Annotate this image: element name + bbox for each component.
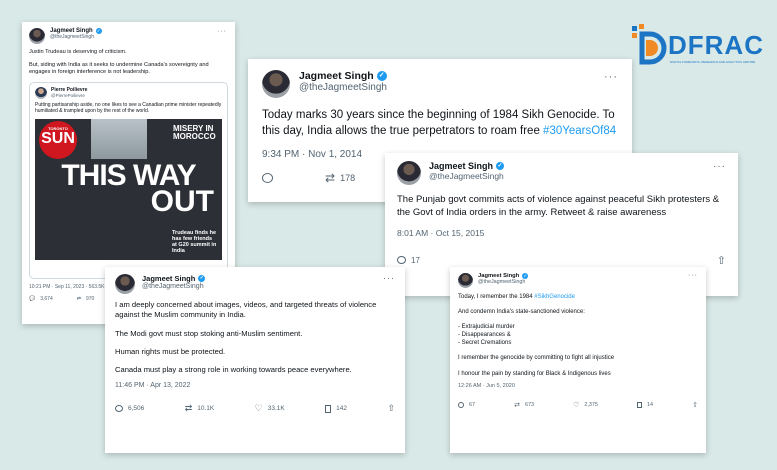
author-handle[interactable]: @theJagmeetSingh: [299, 82, 387, 93]
more-icon[interactable]: ···: [604, 71, 618, 83]
list-item: - Extrajudicial murder: [458, 324, 515, 331]
misery-headline: MISERY IN MOROCCO: [173, 124, 216, 142]
tweet-card-sikh-genocide[interactable]: [450, 267, 706, 453]
share-icon: ⇧: [716, 254, 726, 267]
like-icon: ♡: [254, 403, 263, 414]
more-icon[interactable]: ···: [713, 161, 726, 172]
repost-icon: ⇄: [76, 295, 81, 302]
reply-button[interactable]: 67: [458, 402, 475, 408]
repost-button[interactable]: ⇄ 970: [76, 295, 95, 302]
bookmark-button[interactable]: 14: [637, 402, 653, 408]
author-name[interactable]: Jagmeet Singh: [429, 161, 494, 171]
avatar[interactable]: [29, 28, 45, 44]
repost-icon: ⇄: [325, 171, 336, 186]
like-button[interactable]: ♡ 2,375: [573, 401, 598, 409]
tweet-timestamp[interactable]: 10:21 PM · Sep 11, 2023 · 563.5K: [29, 283, 105, 290]
reply-icon: 💬: [29, 295, 36, 302]
newspaper-masthead: TORONTO SUN: [39, 121, 77, 159]
tweet-text: Human rights must be protected.: [115, 346, 226, 356]
dfrac-wordmark: DFRAC: [668, 30, 764, 60]
tweet-text: But, siding with India as it seeks to undermine Canada's sovereignty and engages in foreign interference is not leadership.: [29, 61, 209, 76]
author-handle[interactable]: @theJagmeetSingh: [50, 34, 94, 40]
verified-badge-icon: ✓: [97, 28, 101, 33]
verified-badge-icon: ✓: [199, 275, 204, 281]
reply-button[interactable]: [262, 173, 273, 183]
quoted-tweet[interactable]: [29, 82, 228, 279]
reply-button[interactable]: 6,506: [115, 405, 144, 412]
verified-badge-icon: ✓: [523, 273, 527, 278]
bookmark-button[interactable]: 142: [325, 405, 347, 413]
dfrac-tagline: DIGITAL FORENSICS, RESEARCH AND ANALYTICS CENTRE: [670, 60, 756, 64]
bookmark-icon: [637, 402, 642, 408]
share-icon: ⇧: [692, 401, 698, 409]
tweet-body: Today marks 30 years since the beginning of 1984 Sikh Genocide. To this day, India allows the true perpetrators to roam free #30YearsOf84: [262, 109, 617, 137]
repost-button[interactable]: ⇄ 673: [514, 401, 534, 409]
tweet-timestamp[interactable]: 11:46 PM · Apr 13, 2022: [115, 382, 191, 390]
tweet-text: I honour the pain by standing for Black & Indigenous lives: [458, 370, 611, 377]
author-name[interactable]: Jagmeet Singh: [299, 70, 374, 82]
newspaper-cover-image[interactable]: [35, 119, 222, 260]
like-icon: ♡: [573, 401, 580, 409]
repost-icon: ⇄: [514, 401, 520, 409]
repost-button[interactable]: ⇄ 178: [325, 171, 356, 186]
tweet-text: The Modi govt must stop stoking anti-Muslim sentiment.: [115, 328, 303, 338]
verified-badge-icon: ✓: [377, 71, 387, 81]
list-item: - Secret Cremations: [458, 340, 512, 347]
avatar[interactable]: [397, 161, 421, 185]
reply-icon: [458, 402, 464, 408]
tweet-text: I remember the genocide by committing to fight all injustice: [458, 355, 615, 362]
quoted-text: Putting partisanship aside, no one likes to see a Canadian prime minister repeatedly humiliated & trampled upon by the rest of the world.: [35, 101, 222, 115]
newspaper-subhead: Trudeau finds he has few friends at G20 summit in India: [172, 230, 217, 255]
bookmark-icon: [325, 405, 331, 413]
tweet-text: I am deeply concerned about images, videos, and targeted threats of violence against the Muslim community in India.: [115, 300, 377, 320]
author-handle[interactable]: @theJagmeetSingh: [142, 283, 204, 290]
share-button[interactable]: [717, 254, 726, 267]
author-handle[interactable]: @theJagmeetSingh: [478, 279, 526, 285]
author-handle[interactable]: @theJagmeetSingh: [429, 171, 504, 181]
avatar[interactable]: [115, 274, 135, 294]
author-name[interactable]: Jagmeet Singh: [50, 28, 93, 34]
more-icon[interactable]: ···: [217, 28, 227, 35]
reply-button[interactable]: 💬 3,674: [29, 295, 53, 302]
tweet-text: Canada must play a strong role in working towards peace everywhere.: [115, 365, 352, 374]
author-name[interactable]: Jagmeet Singh: [142, 274, 196, 283]
reply-icon: [115, 405, 123, 412]
hashtag-link[interactable]: #SikhGenocide: [534, 294, 575, 300]
main-headline: THIS WAY OUT: [61, 159, 214, 219]
author-name[interactable]: Jagmeet Singh: [478, 273, 520, 279]
repost-icon: ⇄: [184, 403, 193, 414]
avatar[interactable]: [458, 273, 473, 288]
hashtag-link[interactable]: #30YearsOf84: [543, 124, 617, 137]
dfrac-logo: [628, 20, 764, 72]
more-icon[interactable]: ···: [688, 272, 698, 279]
tweet-timestamp[interactable]: 8:01 AM · Oct 15, 2015: [397, 227, 485, 238]
share-icon: ⇧: [387, 403, 395, 414]
tweet-text: Justin Trudeau is deserving of criticism.: [29, 49, 127, 55]
like-button[interactable]: ♡ 33.1K: [254, 403, 285, 414]
list-item: - Disappearances &: [458, 332, 511, 339]
tweet-text: The Punjab govt commits acts of violence against peaceful Sikh protesters & the Govt of India orders in the army. Retweet & raise awareness: [397, 194, 720, 218]
tweet-card-muslim-community[interactable]: [105, 267, 405, 453]
share-button[interactable]: [387, 403, 395, 414]
reply-icon: [397, 256, 406, 264]
tweet-timestamp[interactable]: 12:26 AM · Jun 5, 2020: [458, 382, 515, 389]
more-icon[interactable]: ···: [383, 273, 395, 283]
share-button[interactable]: [692, 401, 698, 409]
avatar[interactable]: [35, 87, 47, 99]
dfrac-mark-icon: [628, 22, 672, 66]
tweet-timestamp[interactable]: 9:34 PM · Nov 1, 2014: [262, 149, 363, 161]
quoted-author-name[interactable]: Pierre Poilievre: [51, 86, 88, 93]
repost-button[interactable]: ⇄ 10.1K: [184, 403, 215, 414]
photo-king: [91, 119, 147, 159]
tweet-text: Today, I remember the 1984 #SikhGenocide: [458, 294, 575, 300]
quoted-author-handle[interactable]: @PierrePoilievre: [51, 92, 85, 98]
avatar[interactable]: [262, 70, 290, 98]
tweet-text: And condemn India's state-sanctioned violence:: [458, 309, 585, 316]
reply-button[interactable]: 17: [397, 256, 420, 265]
verified-badge-icon: ✓: [497, 163, 503, 169]
reply-icon: [262, 173, 273, 183]
